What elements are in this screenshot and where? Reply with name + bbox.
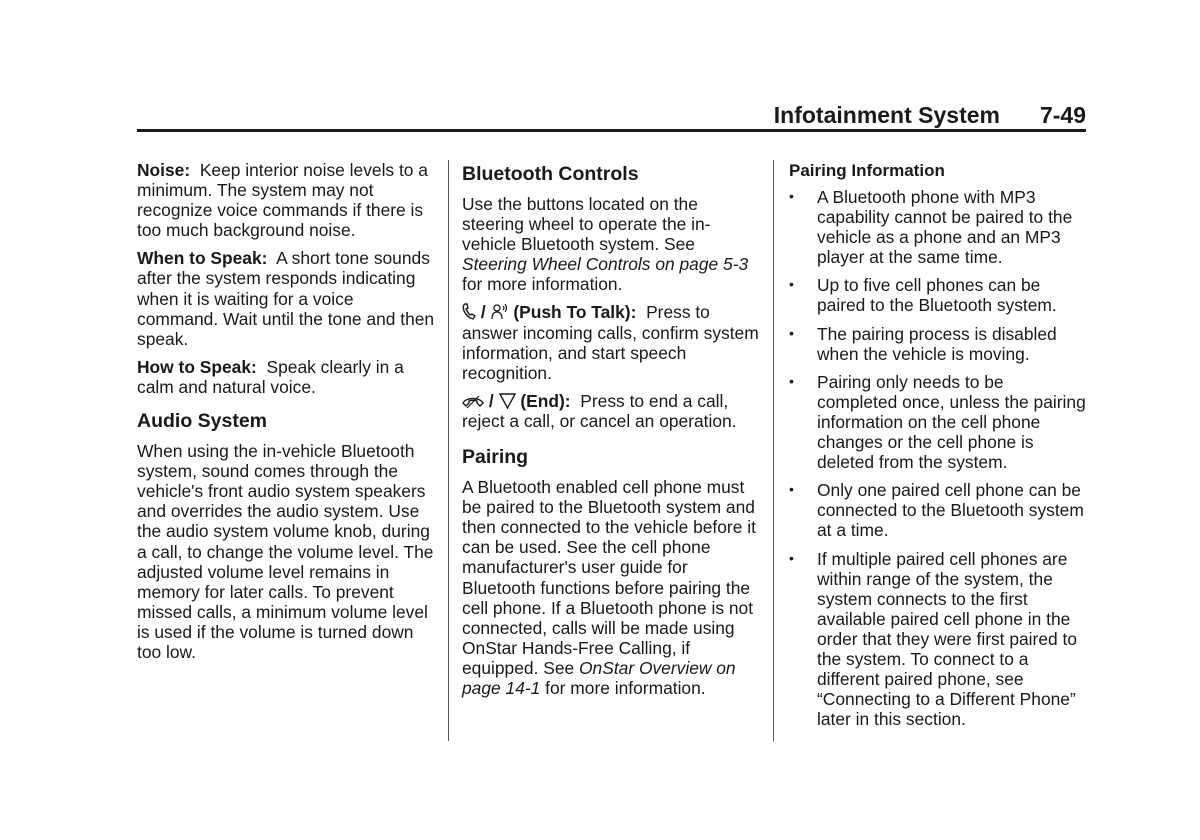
column-divider (773, 160, 774, 741)
how-to-speak-text: Speak clearly in a calm and natural voice. (137, 356, 404, 397)
noise-paragraph (137, 160, 435, 240)
push-to-talk-paragraph: / (Push To Talk): Press to answer incoming calls, confirm system information, and start speech recognition. (462, 302, 759, 383)
steering-wheel-controls-link[interactable]: Steering Wheel Controls on page 5-3 (462, 254, 749, 275)
noise-text: Keep interior noise levels to a minimum. The system may not recognize voice commands if there is too much background noise. (137, 160, 428, 241)
page-number: 7-49 (1039, 102, 1086, 128)
end-triangle-icon (499, 391, 516, 411)
header-rule (137, 129, 1086, 132)
end-paragraph: / (End): Press to end a call, reject a call, or cancel an operation. (462, 390, 737, 431)
pairing-heading: Pairing (462, 446, 529, 469)
when-to-speak-text: A short tone sounds after the system responds indicating when it is waiting for a voice command. Wait until the tone and then speak. (137, 248, 435, 349)
bullet-icon: • (789, 549, 794, 566)
end-text: Press to end a call, reject a call, or cancel an operation. (462, 390, 737, 431)
section-title: Infotainment System (773, 102, 1000, 128)
pairing-information-list (789, 187, 1087, 729)
list-item: • Only one paired cell phone can be connected to the Bluetooth system at a time. (789, 480, 1084, 541)
column-left (137, 160, 435, 670)
pairing-text-after: for more information. (545, 677, 706, 698)
how-to-speak-paragraph (137, 357, 435, 397)
page-header (137, 100, 1086, 130)
audio-system-text: When using the in-vehicle Bluetooth system, sound comes through the vehicle's front audio system speakers and overrides the audio system. Use the audio system volume knob, during a call, to change the volume level. The adjusted volume level remains in memory for later calls. To prevent missed calls, a minimum volume level is used if the volume is turned down too low. (137, 441, 434, 662)
voice-recognition-icon (491, 302, 509, 322)
bullet-icon: • (789, 324, 794, 341)
audio-system-heading: Audio System (137, 410, 268, 433)
list-item: • Up to five cell phones can be paired to the Bluetooth system. (789, 275, 1057, 316)
bullet-icon: • (789, 276, 794, 293)
hang-up-icon (462, 391, 484, 411)
push-to-talk-label: (Push To Talk): (513, 302, 637, 323)
pairing-paragraph (462, 477, 762, 698)
list-item: • Pairing only needs to be completed once, unless the pairing information on the cell phone changes or the cell phone is deleted from the system. (789, 371, 1086, 473)
bluetooth-controls-text: Use the buttons located on the steering wheel to operate the in-vehicle Bluetooth system. See (462, 194, 711, 255)
how-to-speak-label: How to Speak: (137, 356, 257, 377)
when-to-speak-label: When to Speak: (137, 248, 268, 269)
onstar-overview-link[interactable]: OnStar Overview on page 14-1 (462, 657, 736, 698)
list-item: • A Bluetooth phone with MP3 capability cannot be paired to the vehicle as a phone and an MP3 player at the same time. (789, 187, 1073, 268)
column-right (789, 160, 1087, 737)
list-item: • The pairing process is disabled when the vehicle is moving. (789, 323, 1057, 364)
bullet-icon: • (789, 481, 794, 498)
bluetooth-controls-heading: Bluetooth Controls (462, 163, 639, 185)
list-item: • If multiple paired cell phones are within range of the system, the system connects to the first available paired cell phone in the order that they were first paired to the system. To connect to a different paired phone, see “Connecting to a Different Phone” later in this section. (789, 548, 1078, 730)
column-middle (462, 160, 762, 706)
bullet-icon: • (789, 372, 794, 389)
bullet-icon: • (789, 188, 794, 204)
noise-label: Noise: (137, 160, 191, 180)
bluetooth-controls-text-after: for more information. (462, 274, 623, 295)
pairing-information-heading: Pairing Information (789, 161, 945, 180)
bluetooth-controls-paragraph (462, 194, 762, 294)
pairing-text: A Bluetooth enabled cell phone must be paired to the Bluetooth system and then connected to the vehicle before it can be used. See the cell phone manufacturer's user guide for Bluetooth functions before pairing the cell phone. If a Bluetooth phone is not connected, calls will be made using OnStar Hands-Free Calling, if equipped. See (462, 477, 756, 678)
phone-icon (462, 302, 476, 322)
when-to-speak-paragraph (137, 248, 435, 348)
column-divider (448, 160, 449, 741)
push-to-talk-text: Press to answer incoming calls, confirm system information, and start speech recognition. (462, 302, 759, 383)
end-label: (End): (520, 390, 571, 411)
